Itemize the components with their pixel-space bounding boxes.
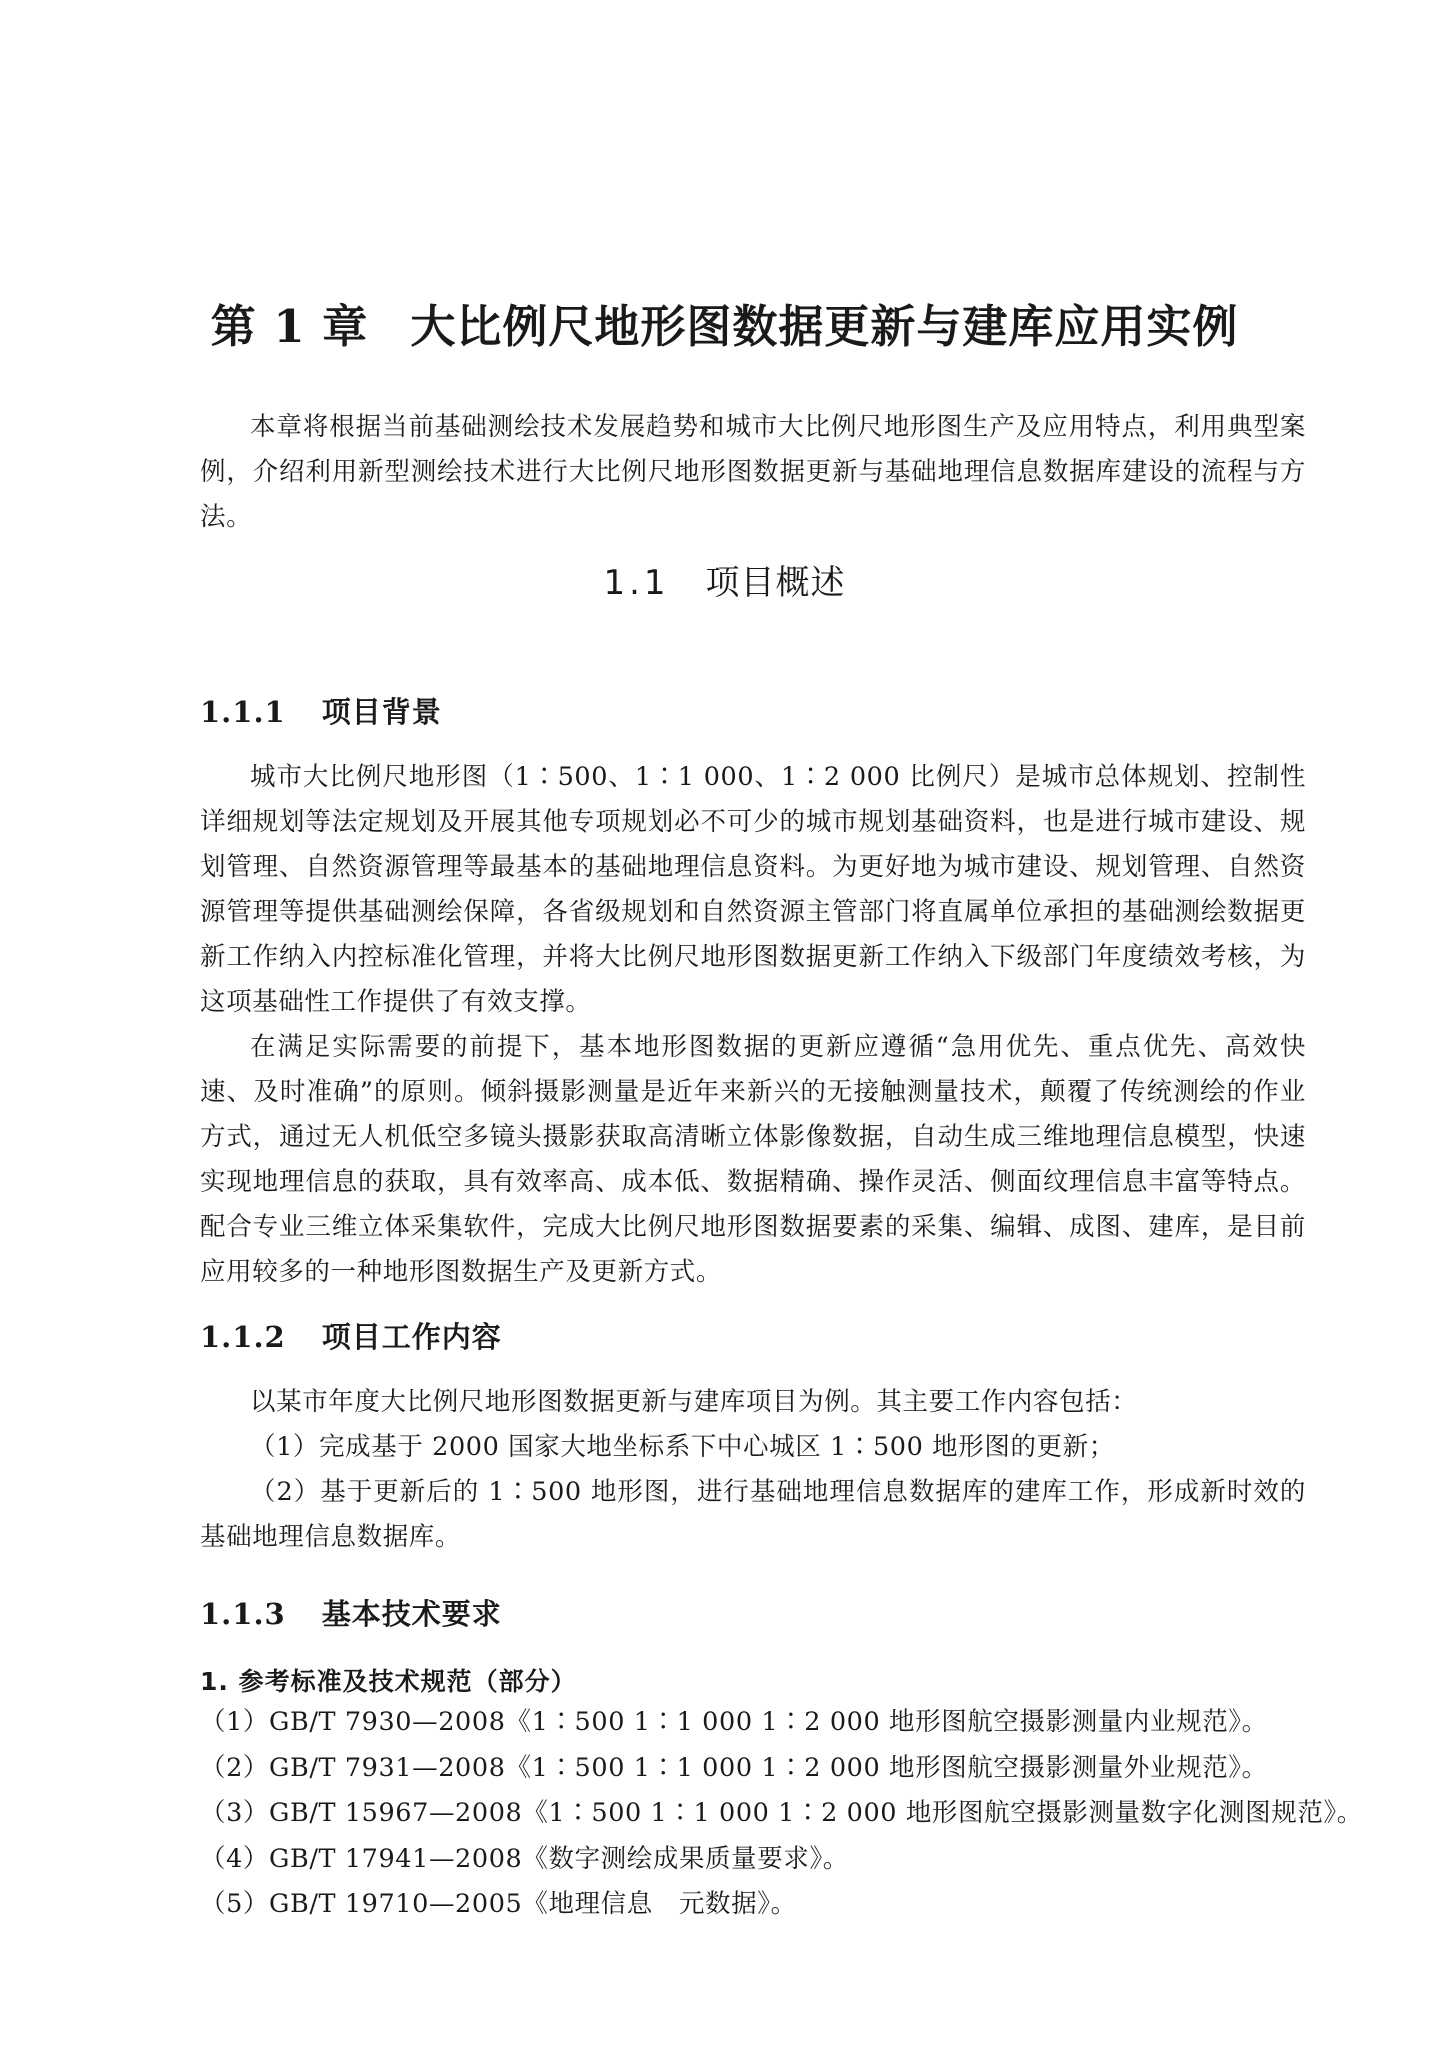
work-content-item-1: （1）完成基于 2000 国家大地坐标系下中心城区 1∶500 地形图的更新； <box>250 1432 1115 1462</box>
chapter-title-text: 大比例尺地形图数据更新与建库应用实例 <box>410 300 1239 353</box>
section-title-1-1 <box>0 555 1449 604</box>
background-paragraph-2: 在满足实际需要的前提下，基本地形图数据的更新应遵循“急用优先、重点优先、高效快速、及时准确”的原则。倾斜摄影测量是近年来新兴的无接触测量技术，颠覆了传统测绘的作业方式，通过无人机低空多镜头摄影获取高清晰立体影像数据，自动生成三维地理信息模型，快速实现地理信息的获取，具有效率高、成本低、数据精确、操作灵活、侧面纹理信息丰富等特点。配合专业三维立体采集软件，完成大比例尺地形图数据要素的采集、编辑、成图、建库，是目前应用较多的一种地形图数据生产及更新方式。 <box>200 1032 1306 1287</box>
intro-paragraph: 本章将根据当前基础测绘技术发展趋势和城市大比例尺地形图生产及应用特点，利用典型案例，介绍利用新型测绘技术进行大比例尺地形图数据更新与基础地理信息数据库建设的流程与方法。 <box>200 412 1306 532</box>
background-paragraph-1: 城市大比例尺地形图（1∶500、1∶1 000、1∶2 000 比例尺）是城市总体规划、控制性详细规划等法定规划及开展其他专项规划必不可少的城市规划基础资料，也是进行城市建设、规划管理、自然资源管理等最基本的基础地理信息资料。为更好地为城市建设、规划管理、自然资源管理等提供基础测绘保障，各省级规划和自然资源主管部门将直属单位承担的基础测绘数据更新工作纳入内控标准化管理，并将大比例尺地形图数据更新工作纳入下级部门年度绩效考核，为这项基础性工作提供了有效支撑。 <box>200 762 1306 1017</box>
subsection-title-1-1-3 <box>200 1592 502 1633</box>
subsection-1-1-2-body <box>200 1380 1306 1560</box>
list-item: （1）GB/T 7930—2008《1∶500 1∶1 000 1∶2 000 地形图航空摄影测量内业规范》。 <box>200 1707 1268 1737</box>
section-number: 1.1 <box>603 563 670 603</box>
section-title-text: 项目概述 <box>705 563 846 603</box>
subsection-title-1-1-1 <box>200 690 442 731</box>
subsection-number: 1.1.1 <box>200 695 286 729</box>
chapter-title <box>0 290 1449 355</box>
subsection-title-text: 基本技术要求 <box>321 1597 502 1631</box>
work-content-intro: 以某市年度大比例尺地形图数据更新与建库项目为例。其主要工作内容包括： <box>250 1387 1138 1417</box>
subsection-title-text: 项目背景 <box>321 695 442 729</box>
standards-list <box>200 1700 1363 1928</box>
list-item: （4）GB/T 17941—2008《数字测绘成果质量要求》。 <box>200 1843 849 1874</box>
minor-title-standards: 1. 参考标准及技术规范（部分） <box>200 1667 577 1696</box>
list-item: （2）GB/T 7931—2008《1∶500 1∶1 000 1∶2 000 地形图航空摄影测量外业规范》。 <box>200 1752 1268 1783</box>
subsection-1-1-1-body <box>200 755 1306 1295</box>
subsection-title-1-1-2 <box>200 1315 502 1356</box>
chapter-intro <box>200 405 1306 540</box>
subsection-number: 1.1.3 <box>200 1597 286 1631</box>
subsection-number: 1.1.2 <box>200 1320 286 1354</box>
list-item: （3）GB/T 15967—2008《1∶500 1∶1 000 1∶2 000 地形图航空摄影测量数字化测图规范》。 <box>200 1798 1363 1828</box>
work-content-item-2: （2）基于更新后的 1∶500 地形图，进行基础地理信息数据库的建库工作，形成新时效的基础地理信息数据库。 <box>200 1477 1306 1552</box>
list-item: （5）GB/T 19710—2005《地理信息 元数据》。 <box>200 1889 797 1919</box>
chapter-label: 第 1 章 <box>210 300 369 353</box>
subsection-title-text: 项目工作内容 <box>321 1320 502 1354</box>
